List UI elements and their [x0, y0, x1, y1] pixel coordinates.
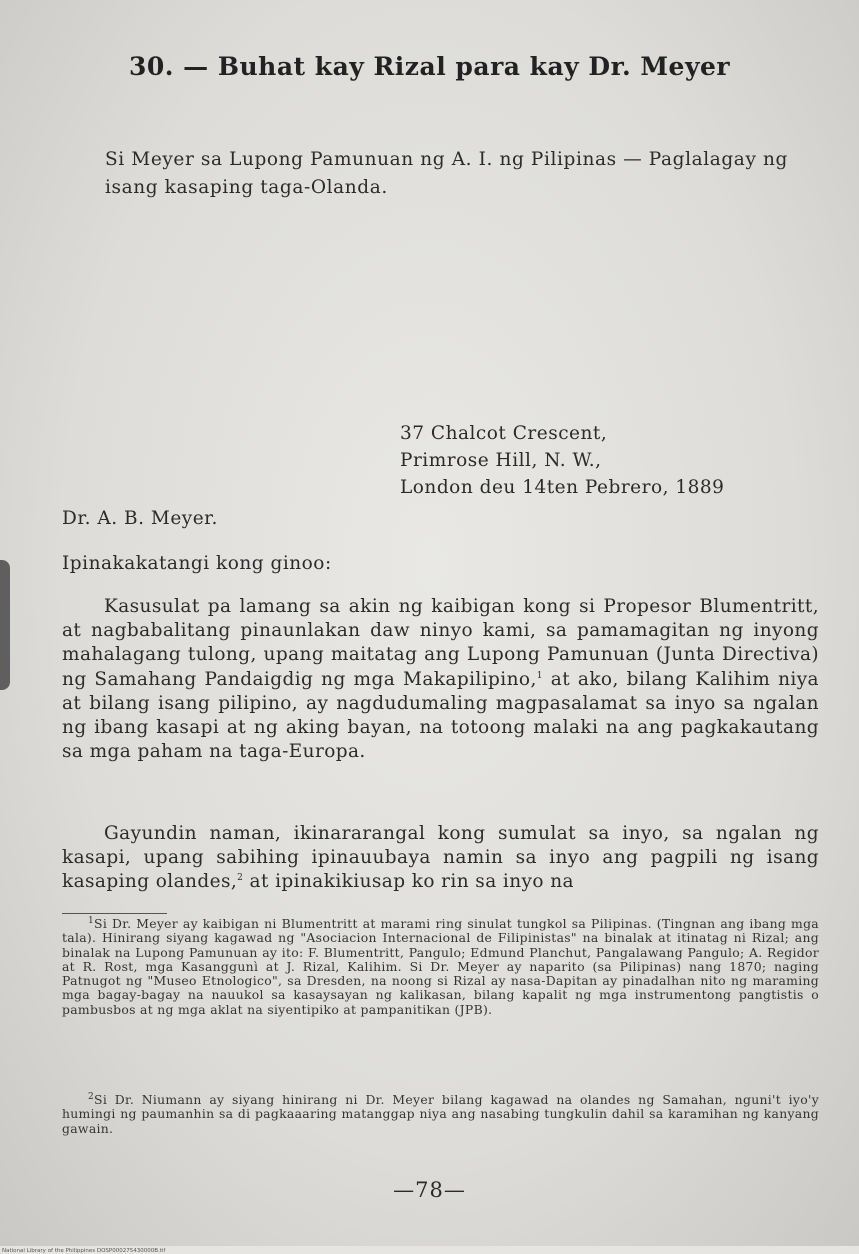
recipient-name: Dr. A. B. Meyer.	[62, 508, 218, 529]
footnote-1	[62, 917, 819, 1017]
address-date-line: London deu 14ten Pebrero, 1889	[400, 477, 725, 498]
footnote-1-text: Si Dr. Meyer ay kaibigan ni Blumentritt at marami ring sinulat tungkol sa Pilipinas. (Tingnan ang ibang mga tala). Hinirang siyang kagawad ng "Asociacion Internacional de Filipinistas" na binalak at itinatag ni Rizal; ang binalak na Lupong Pamunuan ay ito: F. Blumentritt, Pangulo; Edmund Planchut, Pangalawang Pangulo; A. Regidor at R. Rost, mga Kasanggunì at J. Rizal, Kalihim. Si Dr. Meyer ay naparito (sa Pilipinas) nang 1870; naging Patnugot ng "Museo Etnologico", sa Dresden, na noong si Rizal ay nasa-Dapitan ay pinadalhan nito ng maraming mga bagay-bagay na nauukol sa kasaysayan ng kalikasan, bilang kapalit ng mga instrumentong pangtistis o pambusbos at ng mga aklat na siyentipiko at pampanitikan (JPB).	[62, 916, 819, 1017]
binding-shadow	[0, 560, 10, 690]
paragraph-2-text-b: at ipinakikiusap ko rin sa inyo na	[243, 871, 574, 893]
footnote-ref-2: 2	[237, 873, 244, 884]
footnote-ref-1: 1	[536, 670, 543, 681]
address-line-2: Primrose Hill, N. W.,	[400, 450, 602, 471]
footnote-2-text: Si Dr. Niumann ay siyang hinirang ni Dr. Meyer bilang kagawad na olandes ng Samahan, nguni't iyo'y humingi ng paumanhin sa di pagkaaaring matanggap niya ang nasabing tungkulin dahil sa karamihan ng kanyang gawain.	[62, 1092, 819, 1136]
scan-credit: National Library of the Philippines DOSP000275430000B.tif	[2, 1248, 166, 1254]
paragraph-1-text-a: Kasusulat pa lamang sa akin ng kaibigan kong si Propesor Blumentritt, at nagbabalitang pinaunlakan daw ninyo kami, sa pamamagitan ng inyong mahalagang tulong, upang maitatag ang Lupong Pamunuan (Junta Directiva) ng Samahang Pandaigdig ng mga Makapilipino,	[62, 596, 819, 690]
body-paragraph-1	[62, 595, 819, 764]
footnote-2	[62, 1093, 819, 1136]
body-paragraph-2	[62, 822, 819, 895]
footnote-1-mark: 1	[88, 915, 95, 926]
sender-address	[400, 420, 800, 501]
letter-summary: Si Meyer sa Lupong Pamunuan ng A. I. ng Pilipinas — Paglalagay ng isang kasaping taga-Olanda.	[105, 149, 788, 198]
page-number: —78—	[393, 1178, 466, 1202]
footnote-divider	[62, 913, 167, 914]
footnote-2-mark: 2	[88, 1091, 95, 1102]
page-title: 30. — Buhat kay Rizal para kay Dr. Meyer	[128, 52, 731, 81]
paragraph-1-text-b: at ako, bilang Kalihim niya at bilang isang pilipino, ay nagdudumaling magpasalamat sa inyo sa ngalan ng ibang kasapi at ng aking bayan, na totoong malaki na ang pagkakautang sa mga paham na taga-Europa.	[62, 668, 819, 763]
salutation: Ipinakakatangi kong ginoo:	[62, 553, 332, 574]
address-line-1: 37 Chalcot Crescent,	[400, 423, 608, 444]
paragraph-2-text-a: Gayundin naman, ikinararangal kong sumulat sa inyo, sa ngalan ng kasapi, upang sabihing ipinauubaya namin sa inyo ang pagpili ng isang kasaping olandes,	[62, 823, 819, 893]
